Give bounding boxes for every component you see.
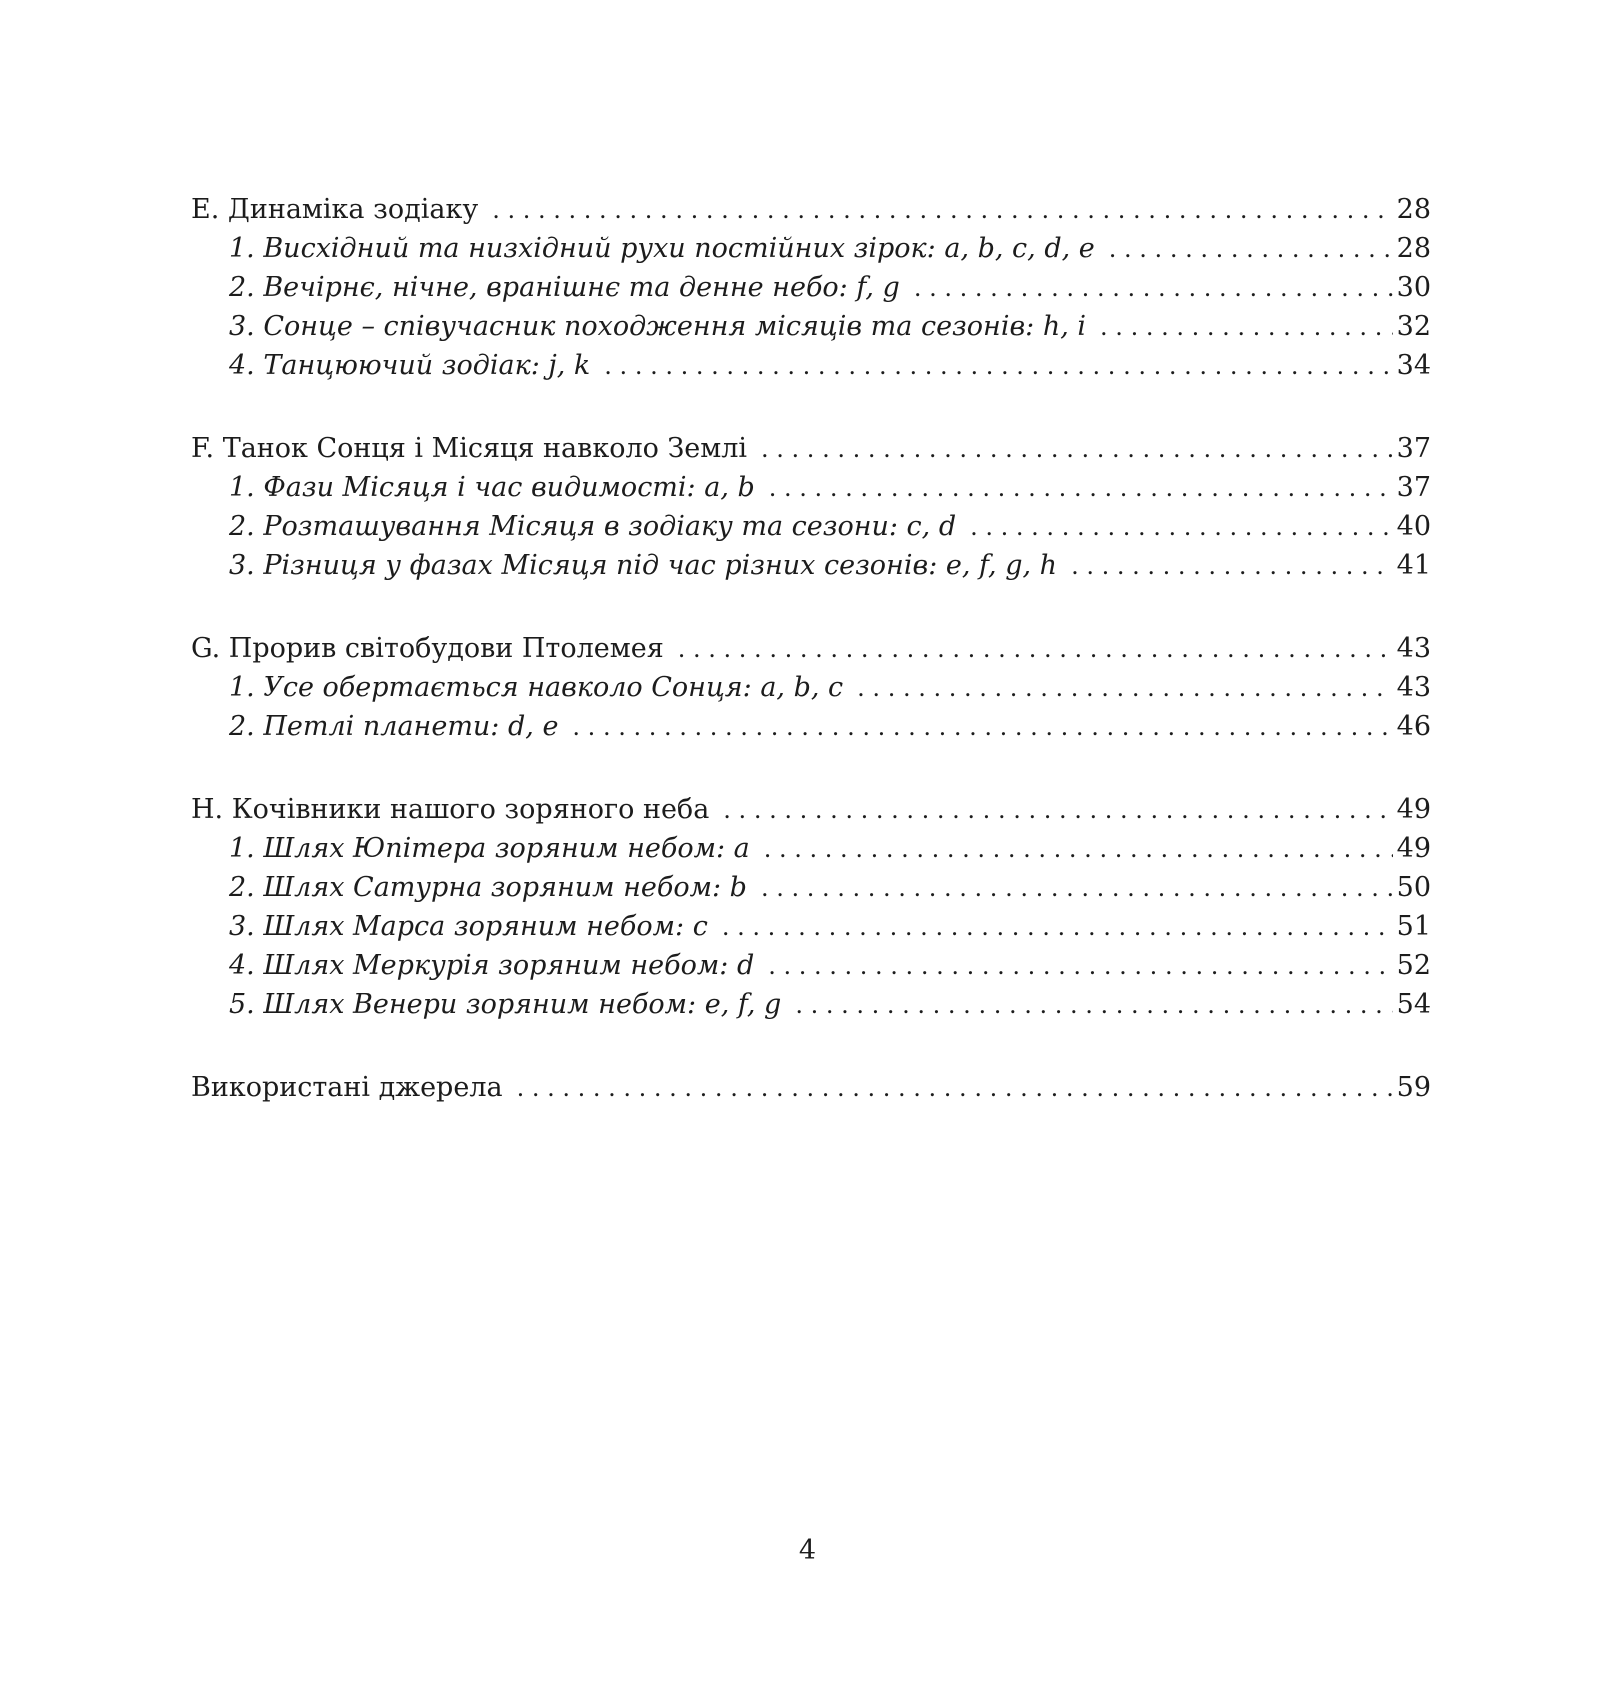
toc-subentry[interactable] <box>191 346 1431 385</box>
toc-section-h <box>191 790 1431 1024</box>
toc-subentry-title: 1. Шлях Юпітера зоряним небом: a <box>229 833 750 864</box>
toc-subentry-page: 43 <box>1396 672 1431 703</box>
toc-subentry-title: 2. Петлі планети: d, e <box>229 711 559 742</box>
toc-section-g <box>191 629 1431 746</box>
toc-subentry[interactable] <box>191 268 1431 307</box>
dot-leader <box>722 908 1393 947</box>
toc-subentry-title: 1. Висхідний та низхідний рухи постійних зірок: a, b, c, d, e <box>229 233 1095 264</box>
toc-subentry[interactable] <box>191 668 1431 707</box>
dot-leader <box>761 430 1393 469</box>
toc-subentry-page: 37 <box>1396 472 1431 503</box>
toc-subentry-page: 54 <box>1396 989 1431 1020</box>
dot-leader <box>492 191 1392 230</box>
toc-entry[interactable] <box>191 429 1431 468</box>
dot-leader <box>857 669 1392 708</box>
toc-entry-page: 43 <box>1396 633 1431 664</box>
toc-section-sources <box>191 1068 1431 1107</box>
dot-leader <box>678 630 1393 669</box>
dot-leader <box>768 947 1392 986</box>
toc-subentry-page: 50 <box>1396 872 1431 903</box>
dot-leader <box>769 469 1393 508</box>
toc-entry-page: 37 <box>1396 433 1431 464</box>
toc-subentry[interactable] <box>191 868 1431 907</box>
toc-subentry-title: 3. Різниця у фазах Місяця під час різних сезонів: e, f, g, h <box>229 550 1058 581</box>
toc-subentry[interactable] <box>191 229 1431 268</box>
toc-subentry[interactable] <box>191 546 1431 585</box>
toc-subentry-page: 41 <box>1396 550 1431 581</box>
toc-subentry-title: 4. Шлях Меркурія зоряним небом: d <box>229 950 755 981</box>
dot-leader <box>572 708 1392 747</box>
toc-subentry-page: 40 <box>1396 511 1431 542</box>
dot-leader <box>517 1069 1393 1108</box>
toc-entry-title: H. Кочівники нашого зоряного неба <box>191 794 710 825</box>
toc-subentry-title: 2. Розташування Місяця в зодіаку та сезони: c, d <box>229 511 957 542</box>
toc-entry[interactable] <box>191 1068 1431 1107</box>
toc-subentry-title: 1. Фази Місяця і час видимості: a, b <box>229 472 755 503</box>
toc-entry-title: E. Динаміка зодіаку <box>191 194 479 225</box>
toc-subentry[interactable] <box>191 946 1431 985</box>
toc-subentry-page: 52 <box>1396 950 1431 981</box>
dot-leader <box>1071 547 1393 586</box>
toc-subentry[interactable] <box>191 707 1431 746</box>
toc-subentry-page: 30 <box>1396 272 1431 303</box>
toc-subentry-page: 46 <box>1396 711 1431 742</box>
toc-subentry-page: 32 <box>1396 311 1431 342</box>
page-number: 4 <box>798 1535 817 1566</box>
toc-subentry-title: 2. Шлях Сатурна зоряним небом: b <box>229 872 747 903</box>
toc-subentry-title: 3. Шлях Марса зоряним небом: c <box>229 911 708 942</box>
toc-subentry-page: 34 <box>1396 350 1431 381</box>
toc-subentry[interactable] <box>191 829 1431 868</box>
dot-leader <box>764 830 1393 869</box>
table-of-contents <box>191 190 1431 1151</box>
toc-entry[interactable] <box>191 790 1431 829</box>
dot-leader <box>1100 308 1393 347</box>
toc-entry-title: Використані джерела <box>191 1072 503 1103</box>
toc-subentry-title: 1. Усе обертається навколо Сонця: a, b, c <box>229 672 844 703</box>
dot-leader <box>970 508 1393 547</box>
toc-entry[interactable] <box>191 190 1431 229</box>
toc-entry-title: G. Прорив світобудови Птолемея <box>191 633 664 664</box>
toc-subentry[interactable] <box>191 468 1431 507</box>
toc-entry[interactable] <box>191 629 1431 668</box>
toc-subentry-page: 28 <box>1396 233 1431 264</box>
dot-leader <box>914 269 1393 308</box>
dot-leader <box>1109 230 1393 269</box>
toc-entry-title: F. Танок Сонця і Місяця навколо Землі <box>191 433 748 464</box>
toc-subentry[interactable] <box>191 907 1431 946</box>
toc-entry-page: 49 <box>1396 794 1431 825</box>
toc-section-e <box>191 190 1431 385</box>
toc-subentry-page: 51 <box>1396 911 1431 942</box>
toc-entry-page: 28 <box>1396 194 1431 225</box>
toc-subentry-title: 4. Танцюючий зодіак: j, k <box>229 350 591 381</box>
dot-leader <box>761 869 1393 908</box>
toc-subentry-title: 3. Сонце – співучасник походження місяців та сезонів: h, i <box>229 311 1087 342</box>
dot-leader <box>723 791 1392 830</box>
dot-leader <box>604 347 1392 386</box>
toc-entry-page: 59 <box>1396 1072 1431 1103</box>
dot-leader <box>795 986 1392 1025</box>
toc-subentry-title: 5. Шлях Венери зоряним небом: e, f, g <box>229 989 782 1020</box>
toc-subentry-page: 49 <box>1396 833 1431 864</box>
toc-subentry-title: 2. Вечірнє, нічне, вранішнє та денне небо: f, g <box>229 272 900 303</box>
toc-subentry[interactable] <box>191 307 1431 346</box>
toc-section-f <box>191 429 1431 585</box>
toc-subentry[interactable] <box>191 985 1431 1024</box>
toc-subentry[interactable] <box>191 507 1431 546</box>
